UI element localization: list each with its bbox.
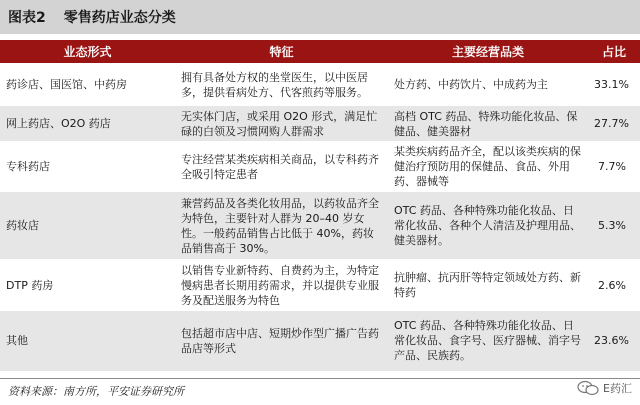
column-header-feature: 特征 [175,40,388,64]
cell-form: 专科药店 [0,142,175,192]
cell-feature: 专注经营某类疾病相关商品，以专科药齐全吸引特定患者 [175,142,388,192]
cell-category: OTC 药品、各种特殊功能化妆品、日常化妆品、食字号、医疗器械、消字号产品、民族药。 [388,311,588,371]
source-note: 资料来源：南方所，平安证券研究所 [8,385,184,398]
cell-share: 33.1% [588,64,640,106]
cell-feature: 包括超市店中店、短期炒作型广播广告药品店等形式 [175,311,388,371]
table-header-row [0,40,640,64]
cell-share: 23.6% [588,311,640,371]
table-row [0,260,640,311]
cell-category: OTC 药品、各种特殊功能化妆品、日常化妆品、各种个人清洁及护理用品、健美器材。 [388,192,588,260]
column-header-category: 主要经营品类 [388,40,588,64]
column-header-share: 占比 [588,40,640,64]
column-header-form: 业态形式 [0,40,175,64]
table-row [0,142,640,192]
cell-category: 处方药、中药饮片、中成药为主 [388,64,588,106]
footer-divider [0,378,640,379]
cell-share: 7.7% [588,142,640,192]
cell-share: 5.3% [588,192,640,260]
retail-format-table [0,40,640,371]
table-row [0,64,640,106]
cell-form: 其他 [0,311,175,371]
cell-category: 高档 OTC 药品、特殊功能化妆品、保健品、健美器材 [388,106,588,142]
watermark [577,380,632,396]
cell-feature: 以销售专业新特药、自费药为主，为特定慢病患者长期用药需求，并以提供专业服务及配送服务为特色 [175,260,388,311]
cell-share: 27.7% [588,106,640,142]
table-row [0,192,640,260]
cell-form: 药诊店、国医馆、中药房 [0,64,175,106]
table-row [0,311,640,371]
cell-feature: 兼营药品及各类化妆用品，以药妆品齐全为特色，主要针对人群为 20–40 岁女性。一般药品销售占比低于 40%，药妆品销售高于 30%。 [175,192,388,260]
cell-feature: 拥有具备处方权的坐堂医生，以中医居多，提供看病处方、代客煎药等服务。 [175,64,388,106]
figure-title: 零售药店业态分类 [63,10,176,26]
cell-form: 网上药店、O2O 药店 [0,106,175,142]
cell-category: 某类疾病药品齐全，配以该类疾病的保健治疗预防用的保健品、食品、外用药、器械等 [388,142,588,192]
cell-feature: 无实体门店，或采用 O2O 形式，满足忙碌的白领及习惯网购人群需求 [175,106,388,142]
watermark-text: E药汇 [603,382,632,395]
title-bar [0,0,640,34]
cell-form: 药妆店 [0,192,175,260]
cell-category: 抗肿瘤、抗丙肝等特定领域处方药、新特药 [388,260,588,311]
cell-form: DTP 药房 [0,260,175,311]
figure-label: 图表2 [8,10,46,26]
wechat-icon [577,380,599,396]
cell-share: 2.6% [588,260,640,311]
table-row [0,106,640,142]
